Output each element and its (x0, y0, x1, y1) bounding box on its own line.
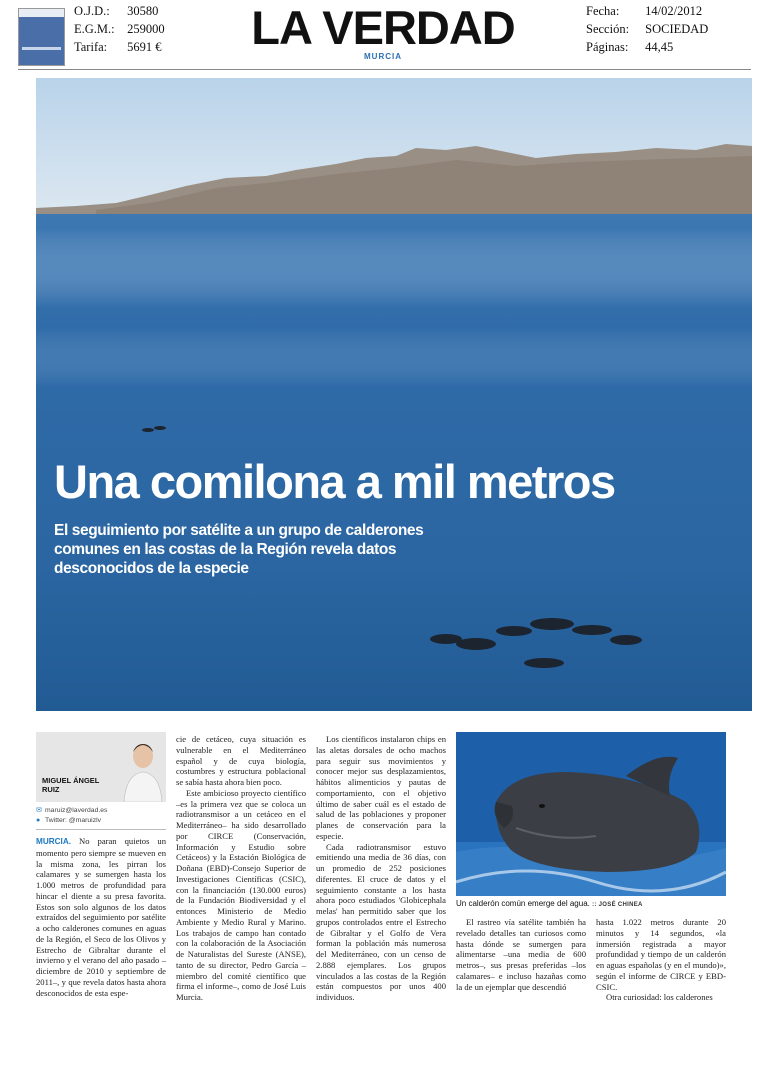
meta-value: 44,45 (645, 40, 674, 54)
audience-metadata (74, 2, 165, 56)
hero-photo (36, 78, 752, 711)
meta-label: Fecha: (586, 4, 620, 18)
header-divider (18, 69, 751, 70)
meta-label: E.G.M.: (74, 22, 115, 36)
meta-label: Páginas: (586, 40, 629, 54)
body-column-1 (36, 836, 166, 998)
pilot-whale-image (456, 732, 726, 896)
author-portrait (120, 738, 166, 802)
page-thumbnail (18, 8, 65, 66)
meta-label: O.J.D.: (74, 4, 110, 18)
author-contact (36, 806, 107, 826)
article-headline: Una comilona a mil metros (54, 455, 615, 508)
body-column-5 (596, 917, 726, 1003)
author-twitter[interactable]: Twitter: @maruizlv (45, 817, 101, 824)
author-email[interactable]: maruiz@laverdad.es (45, 807, 108, 814)
paragraph-text: cie de cetáceo, cuya situación es vulnerable en el Mediterráneo español y de cuya biología, costumbres y estructura poblacional se sabía hasta ahora bien poco. (176, 734, 306, 787)
meta-value: SOCIEDAD (645, 22, 709, 36)
paragraph-text: Los científicos instalaron chips en las aletas dorsales de ocho machos para seguir sus movimientos y conocer mejor sus desplazamientos, hábitos alimenticios y pautas de comportamiento, con el objetivo último de saber cuál es el estado de salud de las poblaciones y proponer planes de conservación para la especie. (316, 734, 446, 841)
masthead-name: LA VERDAD (251, 1, 515, 54)
dolphin-photo (456, 732, 726, 896)
meta-value: 259000 (127, 22, 165, 36)
meta-value: 14/02/2012 (645, 4, 703, 18)
meta-value: 5691 € (127, 40, 162, 54)
photo-credit: :: JOSÉ CHINEA (592, 902, 643, 908)
paragraph-text: No paran quietos un momento pero siempre se mueven en la misma zona, les pirran los calamares y se sumergen hasta los 1.000 metros de profundidad para hincar el diente a su presa favorita. Estos son solo algunos de los datos extraídos del seguimiento por satélite a ocho calderones comunes en aguas de la Región, el Seco de los Olivos y Estrecho de Gibraltar durante el invierno y el verano del año pasado –diciembre de 2010 y septiembre de 2011–, y que revela datos hasta ahora desconocidos de esta espe- (36, 836, 167, 998)
email-icon: ✉ (36, 807, 42, 814)
clipping-header (0, 0, 769, 70)
sea-landscape-image (36, 78, 752, 711)
masthead-logo (212, 1, 554, 61)
meta-value: 30580 (127, 4, 159, 18)
paragraph-text: Este ambicioso proyecto científico –es la primera vez que se coloca un radiotransmisor a un cetáceo en el Mediterráneo– ha sido desarrollado por CIRCE (Conservación, Información y Estudio sobre Cetáceos) y la Estación Biológica de Doñana (EBD)-Consejo Superior de Investigaciones Científicas (CSIC), con la financiación (130.000 euros) de la Fundación Biodiversidad y el entonces Ministerio de Medio Ambiente y Medio Rural y Marino. Los trabajos de campo han contado con la colaboración de la Asociación de Naturalistas del Sureste (ANSE), tanto de su director, Pedro García –miembro del comité científico que firma el informe–, como de José Luis Murcia. (176, 787, 306, 1002)
publication-metadata (586, 2, 708, 56)
paragraph-text: hasta 1.022 metros durante 20 minutos y 14 segundos, «la inmersión registrada a mayor profundidad y tiempo de un calderón en aguas españolas (y en el mundo)», según el informe de CIRCE y EBD-CSIC. (596, 917, 726, 992)
paragraph-text: El rastreo vía satélite también ha revelado detalles tan curiosos como hasta dónde se sumergen para alimentarse –una media de 600 metros–, sus presas preferidas –los calamares– e incluso hazañas como la de un ejemplar que descendió (456, 917, 586, 992)
twitter-icon: ● (36, 817, 41, 824)
caption-text: Un calderón común emerge del agua. (456, 899, 590, 908)
byline-divider (36, 829, 166, 830)
body-column-4 (456, 917, 586, 992)
author-name: MIGUEL ÁNGEL RUIZ (42, 776, 100, 794)
dateline: MURCIA. (36, 837, 72, 846)
meta-label: Sección: (586, 22, 630, 36)
photo-caption (456, 899, 728, 908)
article-subheadline: El seguimiento por satélite a un grupo de calderones comunes en las costas de la Región revela datos desconocidos de la especie (54, 522, 424, 577)
body-column-2 (176, 734, 306, 1003)
body-column-3 (316, 734, 446, 1003)
masthead-edition: MURCIA (364, 52, 402, 61)
meta-label: Tarifa: (74, 40, 108, 54)
paragraph-text: Otra curiosidad: los calderones (606, 992, 713, 1003)
paragraph-text: Cada radiotransmisor estuvo emitiendo una media de 36 días, con un promedio de 252 posiciones diferentes. El cruce de datos y el seguimiento constante a los hasta ahora poco estudiados 'Globicephala melas' han permitido saber que los grupos controlados entre el Estrecho de Gibraltar y el Golfo de Vera forman la población más numerosa del Mediterráneo, con un censo de 2.888 ejemplares. Los grupos vinculados a las costas de la Región están compuestos por unos 400 individuos. (316, 841, 446, 1002)
